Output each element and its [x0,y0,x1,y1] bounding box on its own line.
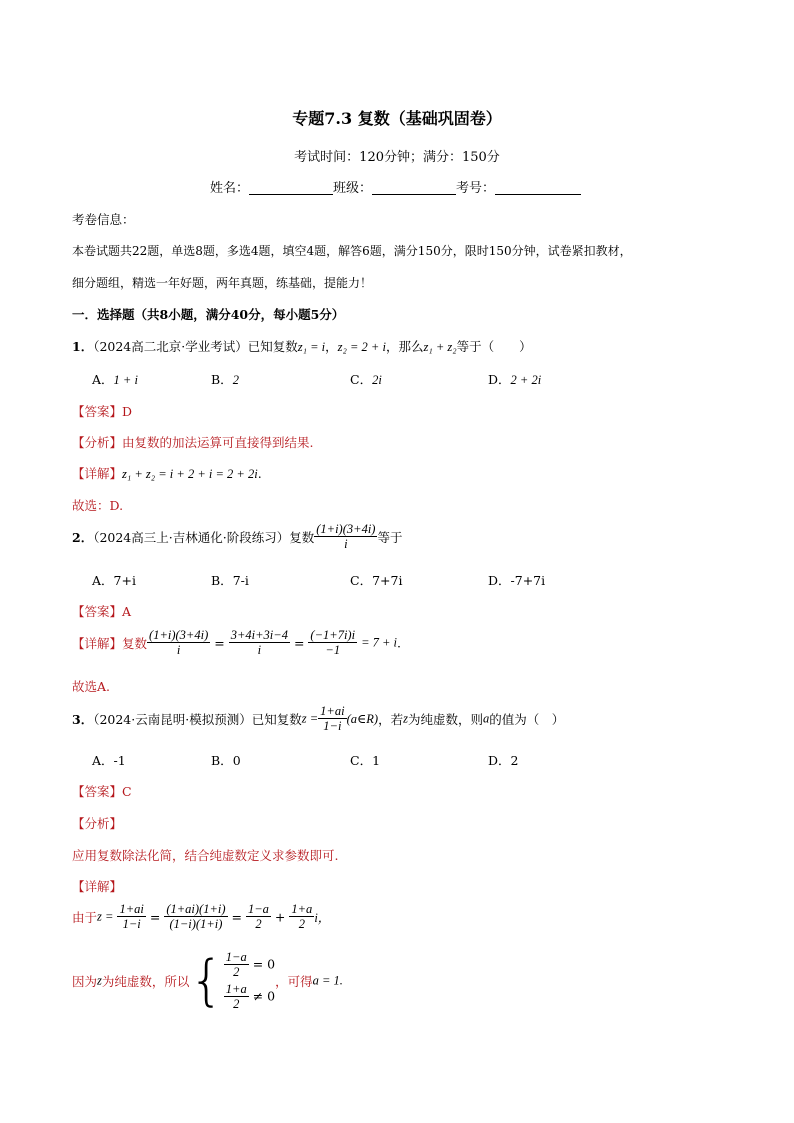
q3-stem-a: 已知复数 [251,711,302,727]
fraction-denominator: 1−i [323,719,342,734]
q1-source: （2024高二北京·学业考试） [93,339,248,354]
q1-stem-c: 等于（ ） [456,339,532,354]
option-value: 2 [510,753,519,768]
detail-result: = 7 + i [361,635,398,650]
class-blank[interactable] [372,180,456,195]
pure-imaginary-text: 为纯虚数，所以 [101,973,190,989]
option-label: C． [350,372,373,387]
i-tail: i， [314,910,331,925]
result-value: a = 1. [312,973,343,988]
detail-end: . [257,466,262,481]
q1-answer [72,402,132,420]
fraction-denominator: 1−i [122,917,141,932]
detail-fraction-3 [308,628,357,658]
q1-detail [72,464,262,482]
z-symbol: z [97,973,102,988]
name-label: 姓名： [210,181,250,196]
q3-stem-c: 为纯虚数，则 [407,711,483,727]
question-3-stem [72,704,564,734]
equals-sign: = [293,635,305,651]
detail-label: 【详解】 [72,635,123,651]
q2-option-a[interactable] [92,571,136,589]
q3-detail-line-1 [72,902,330,932]
q1-option-a[interactable] [92,370,138,388]
option-value: 7+7i [372,573,403,588]
number-label: 考号： [456,181,496,196]
condition-2 [224,982,275,1012]
option-value: 7+i [113,573,136,588]
q1-option-b[interactable] [211,370,239,388]
q1-analysis [72,433,314,451]
since-text: 由于 [72,909,98,925]
fraction-denominator: i [176,643,181,658]
fraction-numerator: 1−a [247,902,269,916]
q1-z1: z₁ = i [297,340,326,354]
option-label: B． [211,573,233,588]
q3-option-c[interactable] [350,751,380,769]
q3-option-d[interactable] [488,751,518,769]
d3-fraction-3 [246,902,271,932]
info-line-2: 细分题组，精选一年好题，两年真题，练基础，提能力！ [72,276,373,290]
detail-fraction-2 [229,628,290,658]
equals-sign: = [149,909,161,925]
q1-sum: z₁ + z₂ [423,340,457,354]
q1-stem-b: ，那么 [385,339,424,354]
q2-choose: 故选A. [72,679,111,694]
fraction-denominator: i [257,643,262,658]
name-blank[interactable] [249,180,333,195]
q1-comma: ， [325,339,338,354]
q2-number: 2． [72,529,94,545]
fraction-denominator: (1−i)(1+i) [169,917,223,932]
q2-answer [72,602,131,620]
fraction-denominator: 2 [255,917,262,932]
q3-option-b[interactable] [211,751,241,769]
option-value: -7+7i [510,573,546,588]
q3-stem-d: 的值为（ ） [489,711,565,727]
q3-a: a [482,711,490,726]
q1-number: 1． [72,339,94,354]
q1-z2: z₂ = 2 + i [337,340,386,354]
z-lhs: z = [97,909,114,924]
fraction-numerator: 1+ai [119,902,144,916]
option-label: A． [92,573,114,588]
d3-fraction-4 [289,902,314,932]
fraction-numerator: 3+4i+3i−4 [230,628,288,642]
option-value: 2 [232,373,239,387]
fraction-numerator: (1+i)(3+4i) [149,628,209,642]
q3-z-eq: z = [301,711,319,726]
fraction-denominator: 2 [233,965,240,980]
q1-option-c[interactable] [350,370,382,388]
info-heading: 考卷信息： [72,212,135,227]
condition-1 [224,950,275,980]
detail-end: . [397,635,402,651]
q3-detail-line-2 [72,950,343,1012]
option-label: D． [488,372,511,387]
option-value: 7-i [232,573,249,588]
detail-label: 【详解】 [72,466,123,481]
equals-sign: = [214,635,225,651]
info-line-1: 本卷试题共22题，单选8题，多选4题，填空4题，解答6题，满分150分，限时150分钟，试卷紧扣教材， [72,244,632,258]
answer-label: 【答案】 [72,784,123,799]
answer-value: A [122,604,132,619]
equals-sign: = [231,909,242,925]
option-label: B． [211,372,233,387]
q3-fraction [318,704,346,734]
section-heading: 一．选择题（共8小题，满分40分，每小题5分） [72,307,345,322]
q2-stem-b: 等于 [377,529,403,545]
option-label: B． [211,753,233,768]
answer-value: C [122,784,132,799]
plus-sign: + [274,909,286,925]
q1-stem-a: 已知复数 [247,339,298,354]
q3-stem-b: ，若 [378,711,404,727]
q2-fraction [314,522,377,552]
detail-prefix: 复数 [122,635,148,651]
condition-system [224,950,275,1012]
option-value: 2 + 2i [510,373,542,387]
exam-info: 考试时间：120分钟；满分：150分 [294,150,500,165]
d3-fraction-1 [117,902,145,932]
q3-analysis-label: 【分析】 [72,816,123,831]
q1-option-d[interactable] [488,370,541,388]
condition-1-fraction [224,950,249,980]
answer-value: D [122,404,133,419]
q3-z: z [403,711,408,726]
fraction-numerator: 1−a [225,950,247,964]
q3-condition: (a∈R) [346,711,379,726]
q3-answer [72,782,132,800]
fraction-denominator: 2 [233,997,240,1012]
system-brace-icon: { [189,948,224,1012]
condition-2-relation: ≠ 0 [252,988,276,1004]
analysis-text: 由复数的加法运算可直接得到结果. [122,435,314,450]
detail-fraction-1 [147,628,210,658]
analysis-label: 【分析】 [72,435,123,450]
class-label: 班级： [333,181,373,196]
fraction-numerator: (1+ai)(1+i) [166,902,226,916]
q2-stem-a: 复数 [289,529,315,545]
condition-2-fraction [224,982,249,1012]
question-2-stem [72,522,402,552]
student-fields [210,177,581,196]
fraction-denominator: 2 [298,917,305,932]
d3-fraction-2 [164,902,227,932]
q3-option-a[interactable] [92,751,126,769]
q2-option-d[interactable] [488,571,545,589]
option-label: C． [350,753,373,768]
option-label: C． [350,573,373,588]
conclusion-text: ，可得 [275,973,313,989]
q2-option-c[interactable] [350,571,402,589]
q3-analysis-text: 应用复数除法化简，结合纯虚数定义求参数即可. [72,848,339,863]
option-value: -1 [113,753,126,768]
condition-1-relation: = 0 [252,956,276,972]
q3-number: 3． [72,711,94,727]
option-label: D． [488,753,511,768]
detail-math: z₁ + z₂ = i + 2 + i = 2 + 2i [122,467,258,481]
option-label: A． [92,753,114,768]
option-label: A． [92,372,114,387]
fraction-numerator: (1+i)(3+4i) [316,522,376,536]
number-blank[interactable] [495,180,581,195]
fraction-numerator: (−1+7i)i [310,628,356,642]
option-value: 1 [372,753,381,768]
fraction-numerator: 1+ai [320,704,345,718]
option-value: 1 + i [113,373,138,387]
q2-option-b[interactable] [211,571,249,589]
option-value: 0 [232,753,241,768]
q2-source: （2024高三上·吉林通化·阶段练习） [93,529,290,545]
option-value: 2i [372,373,382,387]
fraction-numerator: 1+a [291,902,313,916]
q1-choose: 故选：D. [72,498,124,513]
fraction-denominator: i [344,537,348,552]
q2-detail [72,628,401,658]
because-text: 因为 [72,973,98,989]
answer-label: 【答案】 [72,604,123,619]
question-1-stem [72,337,532,355]
fraction-denominator: −1 [325,643,341,658]
q3-detail-label: 【详解】 [72,879,123,894]
answer-label: 【答案】 [72,404,123,419]
option-label: D． [488,573,511,588]
q3-source: （2024·云南昆明·模拟预测） [93,711,252,727]
fraction-numerator: 1+a [225,981,247,996]
page-title: 专题7.3 复数（基础巩固卷） [292,109,502,128]
